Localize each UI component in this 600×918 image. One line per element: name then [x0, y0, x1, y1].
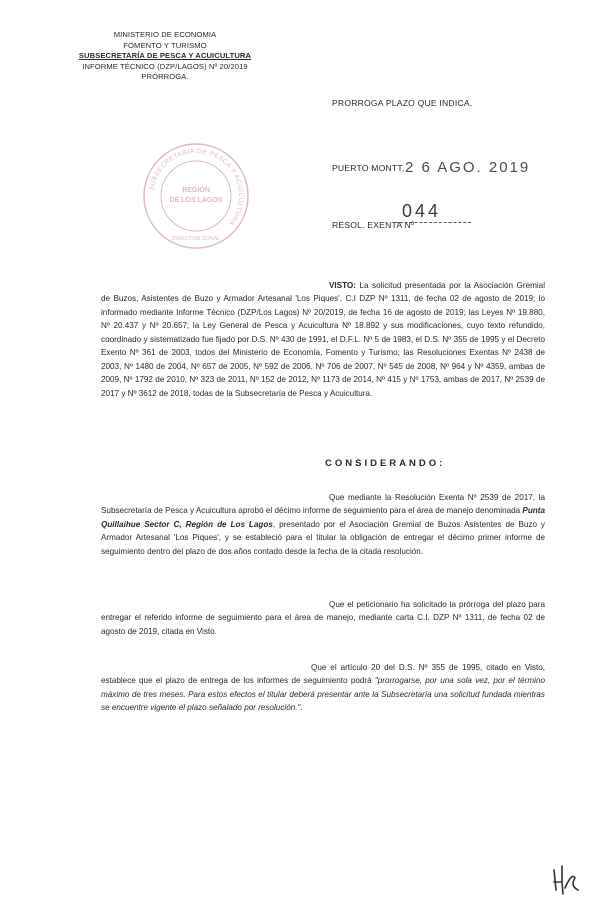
resol-number-underline	[395, 222, 471, 223]
official-seal-stamp	[140, 140, 252, 252]
p3-text-a: Que el artículo 20 del D.S. Nº 355 de 1995, citado en Visto, establece que el plazo de entrega de los informes de seguimiento podrá	[101, 663, 545, 686]
p1-area-name: Punta Quillaihue Sector C, Región de Los Lagos	[101, 506, 545, 529]
considerando-heading: CONSIDERANDO:	[325, 458, 446, 469]
resol-number: 044	[402, 201, 442, 221]
svg-text:REGIÓN: REGIÓN	[182, 187, 210, 194]
p2-text: Que el peticionario ha solicitado la prórroga del plazo para entregar el referido informe de seguimiento para el área de manejo, mediante carta C.I. DZP Nº 1311, de fecha 02 de agosto de 2019, citada en Visto.	[101, 600, 545, 636]
visto-label: VISTO:	[329, 281, 356, 290]
visto-section	[101, 279, 545, 400]
svg-text:DIRECTOR ZONAL: DIRECTOR ZONAL	[171, 236, 221, 242]
ministry-line: MINISTERIO DE ECONOMIA	[113, 30, 217, 39]
document-title: PRORROGA PLAZO QUE INDICA.	[332, 98, 473, 108]
considerando-paragraph-2	[101, 598, 545, 638]
handwritten-initials	[548, 860, 582, 900]
visto-text: La solicitud presentada por la Asociación Gremial de Buzos, Asistentes de Buzo y Armador Artesanal 'Los Piques', C.I DZP Nº 1311, de fecha 02 de agosto de 2019; lo informado mediante Informe Técnico (DZP/Los Lagos) Nº 20/2019, de fecha 16 de agosto de 2019; las Leyes Nº 19.880, Nº 20.437 y Nº 20.657; la Ley General de Pesca y Acuicultura Nº 18.892 y sus modificaciones, cuyo texto refundido, coordinado y sistematizado fue fijado por D.S. Nº 430 de 1991, el D.F.L. Nº 5 de 1983, el D.S. Nº 355 de 1995 y el Decreto Exento Nº 361 de 2003, todos del Ministerio de Economía, Fomento y Turismo; las Resoluciones Exentas Nº 2438 de 2003, Nº 1480 de 2004, Nº 657 de 2005, Nº 592 de 2006, Nº 706 de 2007, Nº 545 de 2008, Nº 964 y Nº 4359, ambas de 2009, Nº 1792 de 2010, Nº 323 de 2011, Nº 152 de 2012, Nº 1173 de 2014, Nº 415 y Nº 1753, ambas de 2017, Nº 2539 de 2017 y Nº 3612 de 2018, todas de la Subsecretaría de Pesca y Acuicultura.	[101, 281, 545, 398]
p1-text-a: Que mediante la Resolución Exenta Nº 2539 de 2017, la Subsecretaría de Pesca y Acuicultura aprobó el décimo informe de seguimiento para el área de manejo denominada	[101, 493, 545, 516]
date-stamp-value: 2 6 AGO. 2019	[405, 159, 531, 176]
prorroga-line: PRÓRROGA.	[141, 72, 189, 82]
p3-quoted-text: "prorrogarse, por una sola vez, por el término máximo de tres meses. Para estos efectos el titular deberá presentar ante la Subsecretaría una solicitud fundada mientras se encuentre vigente el plazo señalado por resolución."	[101, 676, 545, 713]
ministry-header	[40, 30, 290, 83]
ministry-subline: FOMENTO Y TURISMO	[123, 40, 207, 50]
svg-text:DE LOS LAGOS: DE LOS LAGOS	[169, 197, 223, 204]
p1-text-b: , presentado por el Asociación Gremial de Buzos Asistentes de Buzo y Armador Artesanal 'Los Piques', y se estableció para el titular la obligación de entregar el décimo primer informe de seguimiento dentro del plazo de dos años contado desde la fecha de la citada resolución.	[101, 519, 545, 556]
subsecretaria-line: SUBSECRETARÍA DE PESCA Y ACUICULTURA	[78, 51, 252, 61]
svg-text:SUBSECRETARIA DE PESCA Y ACUIC: SUBSECRETARIA DE PESCA Y ACUICULTURA	[148, 147, 245, 227]
considerando-paragraph-3	[101, 661, 545, 715]
considerando-paragraph-1	[101, 491, 545, 558]
p3-text-b: .	[300, 703, 303, 713]
place-label: PUERTO MONTT,	[332, 163, 405, 173]
resol-exenta-label: RESOL. EXENTA Nº	[332, 220, 415, 230]
informe-tecnico-line: INFORME TÉCNICO (DZP/LAGOS) Nº 20/2019	[82, 61, 248, 71]
